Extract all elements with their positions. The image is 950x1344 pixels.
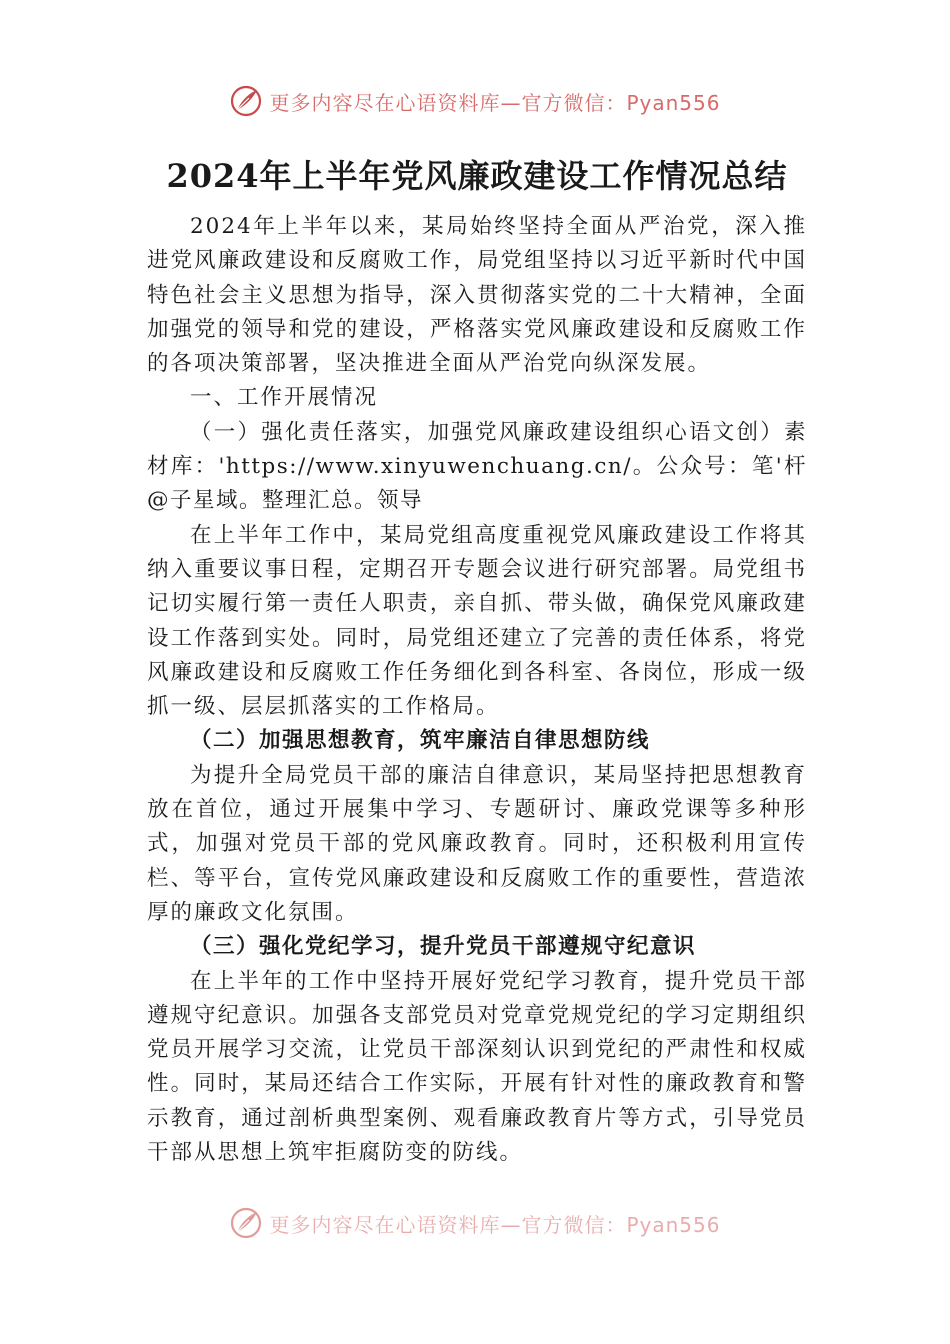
body-paragraph: 在上半年的工作中坚持开展好党纪学习教育，提升党员干部遵规守纪意识。加强各支部党员对党章党规党纪的学习定期组织党员开展学习交流，让党员干部深刻认识到党纪的严肃性和权威性。同时，某局还结合工作实际，开展有针对性的廉政教育和警示教育，通过剖析典型案例、观看廉政教育片等方式，引导党员干部从思想上筑牢拒腐防变的防线。 (147, 968, 807, 1166)
intro-paragraph: 2024年上半年以来，某局始终坚持全面从严治党，深入推进党风廉政建设和反腐败工作，局党组坚持以习近平新时代中国特色社会主义思想为指导，深入贯彻落实党的二十大精神，全面加强党的领导和党的建设，严格落实党风廉政建设和反腐败工作的各项决策部署，坚决推进全面从严治党向纵深发展。 (147, 214, 807, 377)
section-heading: 一、工作开展情况 (190, 385, 379, 411)
watermark-text: 更多内容尽在心语资料库—官方微信：Pyan556 (269, 1212, 721, 1237)
subsection-heading: （一）强化责任落实，加强党风廉政建设组织心语文创）素材库：'https://www.xinyuwenchuang.cn/。公众号：笔'杆@子星域。整理汇总。领导 (147, 419, 807, 514)
body-paragraph: 在上半年工作中，某局党组高度重视党风廉政建设工作将其纳入重要议事日程，定期召开专题会议进行研究部署。局党组书记切实履行第一责任人职责，亲自抓、带头做，确保党风廉政建设工作落到实处。同时，局党组还建立了完善的责任体系，将党风廉政建设和反腐败工作任务细化到各科室、各岗位，形成一级抓一级、层层抓落实的工作格局。 (147, 522, 807, 720)
feather-pen-circle-icon (229, 84, 263, 118)
watermark-footer (0, 1206, 950, 1240)
subsection-heading: （二）加强思想教育，筑牢廉洁自律思想防线 (190, 728, 651, 754)
watermark-header (0, 84, 950, 118)
document-page (147, 150, 807, 1170)
body-paragraph: 为提升全局党员干部的廉洁自律意识，某局坚持把思想教育放在首位，通过开展集中学习、专题研讨、廉政党课等多种形式，加强对党员干部的党风廉政教育。同时，还积极利用宣传栏、等平台，宣传党风廉政建设和反腐败工作的重要性，营造浓厚的廉政文化氛围。 (147, 762, 807, 925)
document-title: 2024年上半年党风廉政建设工作情况总结 (166, 157, 788, 195)
subsection-heading: （三）强化党纪学习，提升党员干部遵规守纪意识 (190, 934, 697, 960)
watermark-text: 更多内容尽在心语资料库—官方微信：Pyan556 (269, 90, 721, 115)
feather-pen-circle-icon (229, 1206, 263, 1240)
